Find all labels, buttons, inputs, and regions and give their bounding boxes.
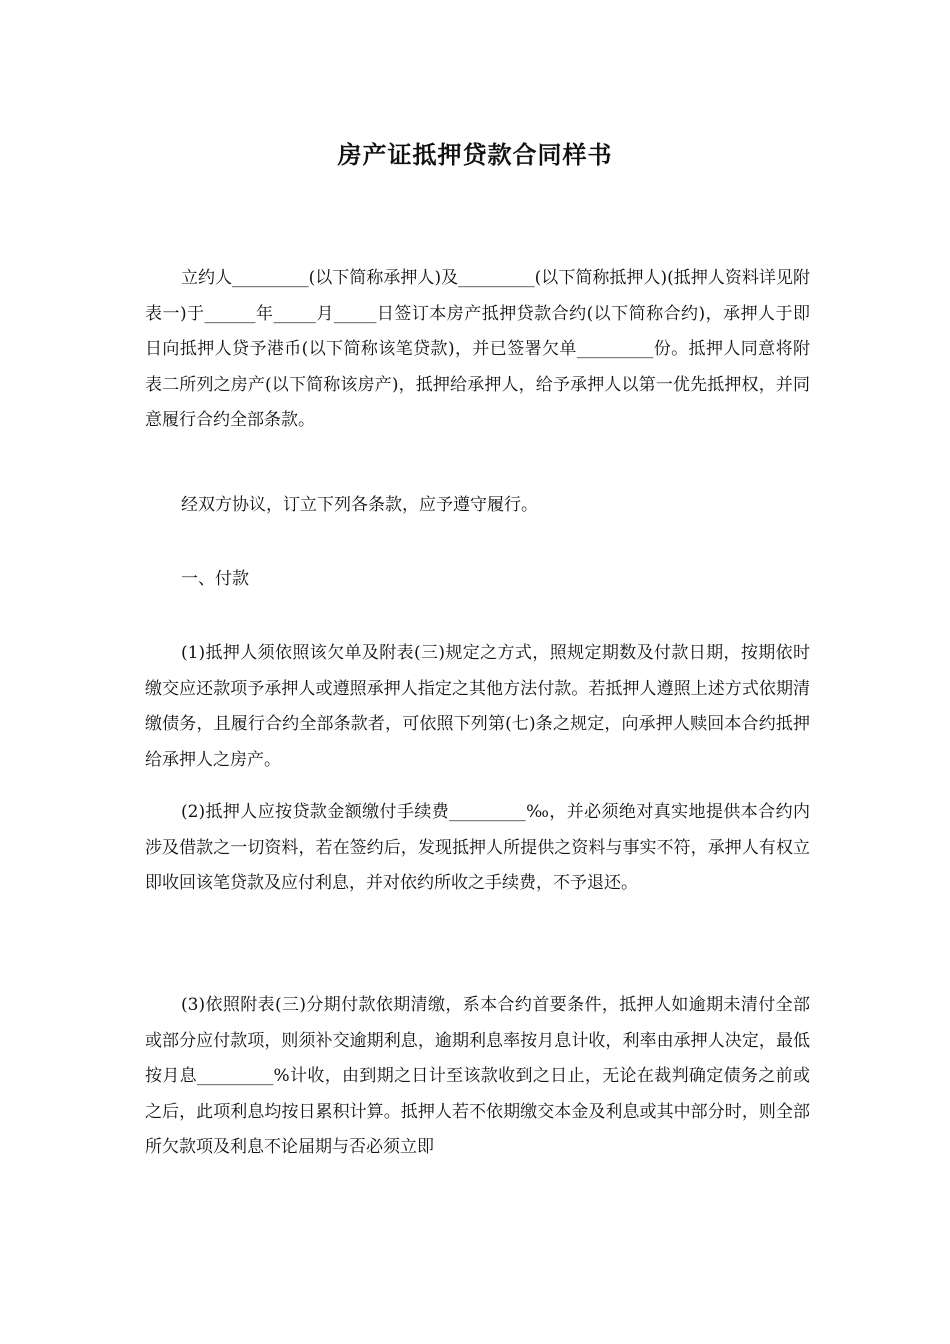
clause-1: (1)抵押人须依照该欠单及附表(三)规定之方式，照规定期数及付款日期，按期依时缴交应还款项予承押人或遵照承押人指定之其他方法付款。若抵押人遵照上述方式依期清缴债务，且履行合约全部条款者，可依照下列第(七)条之规定，向承押人赎回本合约抵押给承押人之房产。 xyxy=(145,643,810,770)
paragraph-preamble: 立约人_________(以下简称承押人)及_________(以下简称抵押人)(抵押人资料详见附表一)于______年_____月_____日签订本房产抵押贷款合约(以下简称合约)，承押人于即日向抵押人贷予港币(以下简称该笔贷款)，并已签署欠单_________份。抵押人同意将附表二所列之房产(以下简称该房产)，抵押给承押人，给予承押人以第一优先抵押权，并同意履行合约全部条款。 xyxy=(145,268,810,430)
paragraph-agreement: 经双方协议，订立下列各条款，应予遵守履行。 xyxy=(181,495,538,515)
document-title: 房产证抵押贷款合同样书 xyxy=(337,141,613,169)
clause-2: (2)抵押人应按贷款金额缴付手续费_________‰，并必须绝对真实地提供本合约内涉及借款之一切资料，若在签约后，发现抵押人所提供之资料与事实不符，承押人有权立即收回该笔贷款及应付利息，并对依约所收之手续费，不予退还。 xyxy=(145,802,810,893)
clause-3: (3)依照附表(三)分期付款依期清缴，系本合约首要条件，抵押人如逾期未清付全部或部分应付款项，则须补交逾期利息，逾期利息率按月息计收，利率由承押人决定，最低按月息_________%计收，由到期之日计至该款收到之日止，无论在裁判确定债务之前或之后，此项利息均按日累积计算。抵押人若不依期缴交本金及利息或其中部分时，则全部所欠款项及利息不论届期与否必须立即 xyxy=(145,995,810,1157)
section-heading-payment: 一、付款 xyxy=(181,569,249,589)
